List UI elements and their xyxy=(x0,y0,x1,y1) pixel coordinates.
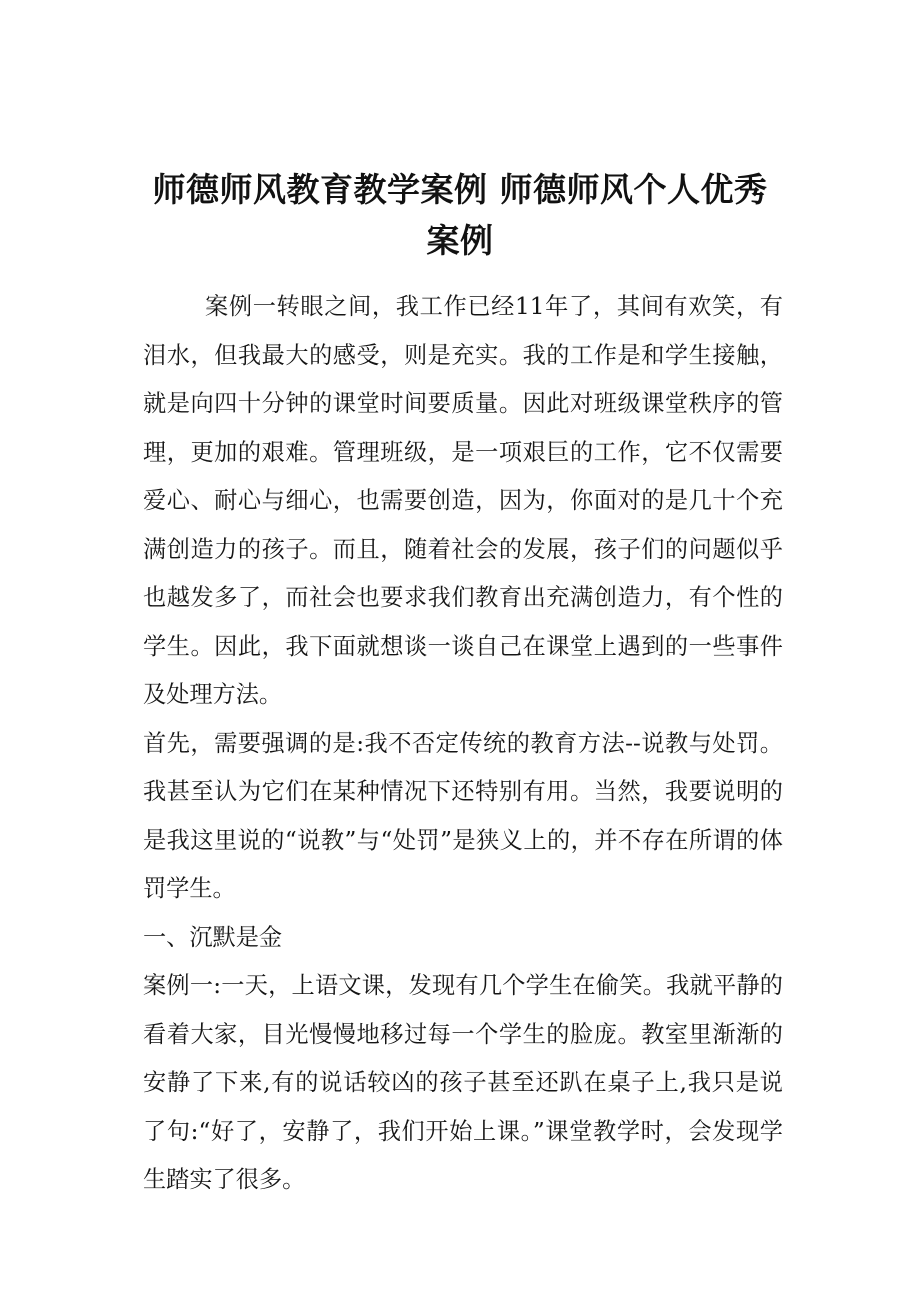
section-heading: 一、沉默是金 xyxy=(143,923,283,951)
title-line-1: 师德师风教育教学案例 师德师风个人优秀 xyxy=(152,170,768,210)
paragraph-method: 首先，需要强调的是:我不否定传统的教育方法--说教与处罚。我甚至认为它们在某种情况下还特别有用。当然，我要说明的是我这里说的“说教”与“处罚”是狭义上的，并不存在所谓的体罚学生。 xyxy=(143,729,783,902)
paragraph-intro: 案例一转眼之间，我工作已经11年了，其间有欢笑，有泪水，但我最大的感受，则是充实。我的工作是和学生接触，就是向四十分钟的课堂时间要质量。因此对班级课堂秩序的管理，更加的艰难。管理班级，是一项艰巨的工作，它不仅需要爱心、耐心与细心，也需要创造，因为，你面对的是几十个充满创造力的孩子。而且，随着社会的发展，孩子们的问题似乎也越发多了，而社会也要求我们教育出充满创造力，有个性的学生。因此，我下面就想谈一谈自己在课堂上遇到的一些事件及处理方法。 xyxy=(143,293,783,708)
document-title xyxy=(120,164,800,266)
paragraph-case-one: 案例一:一天，上语文课，发现有几个学生在偷笑。我就平静的看着大家，目光慢慢地移过每一个学生的脸庞。教室里渐渐的安静了下来,有的说话较凶的孩子甚至还趴在桌子上,我只是说了句:“好了，安静了，我们开始上课。”课堂教学时，会发现学生踏实了很多。 xyxy=(143,972,783,1193)
document-body xyxy=(143,283,783,1205)
title-line-2: 案例 xyxy=(426,221,494,261)
